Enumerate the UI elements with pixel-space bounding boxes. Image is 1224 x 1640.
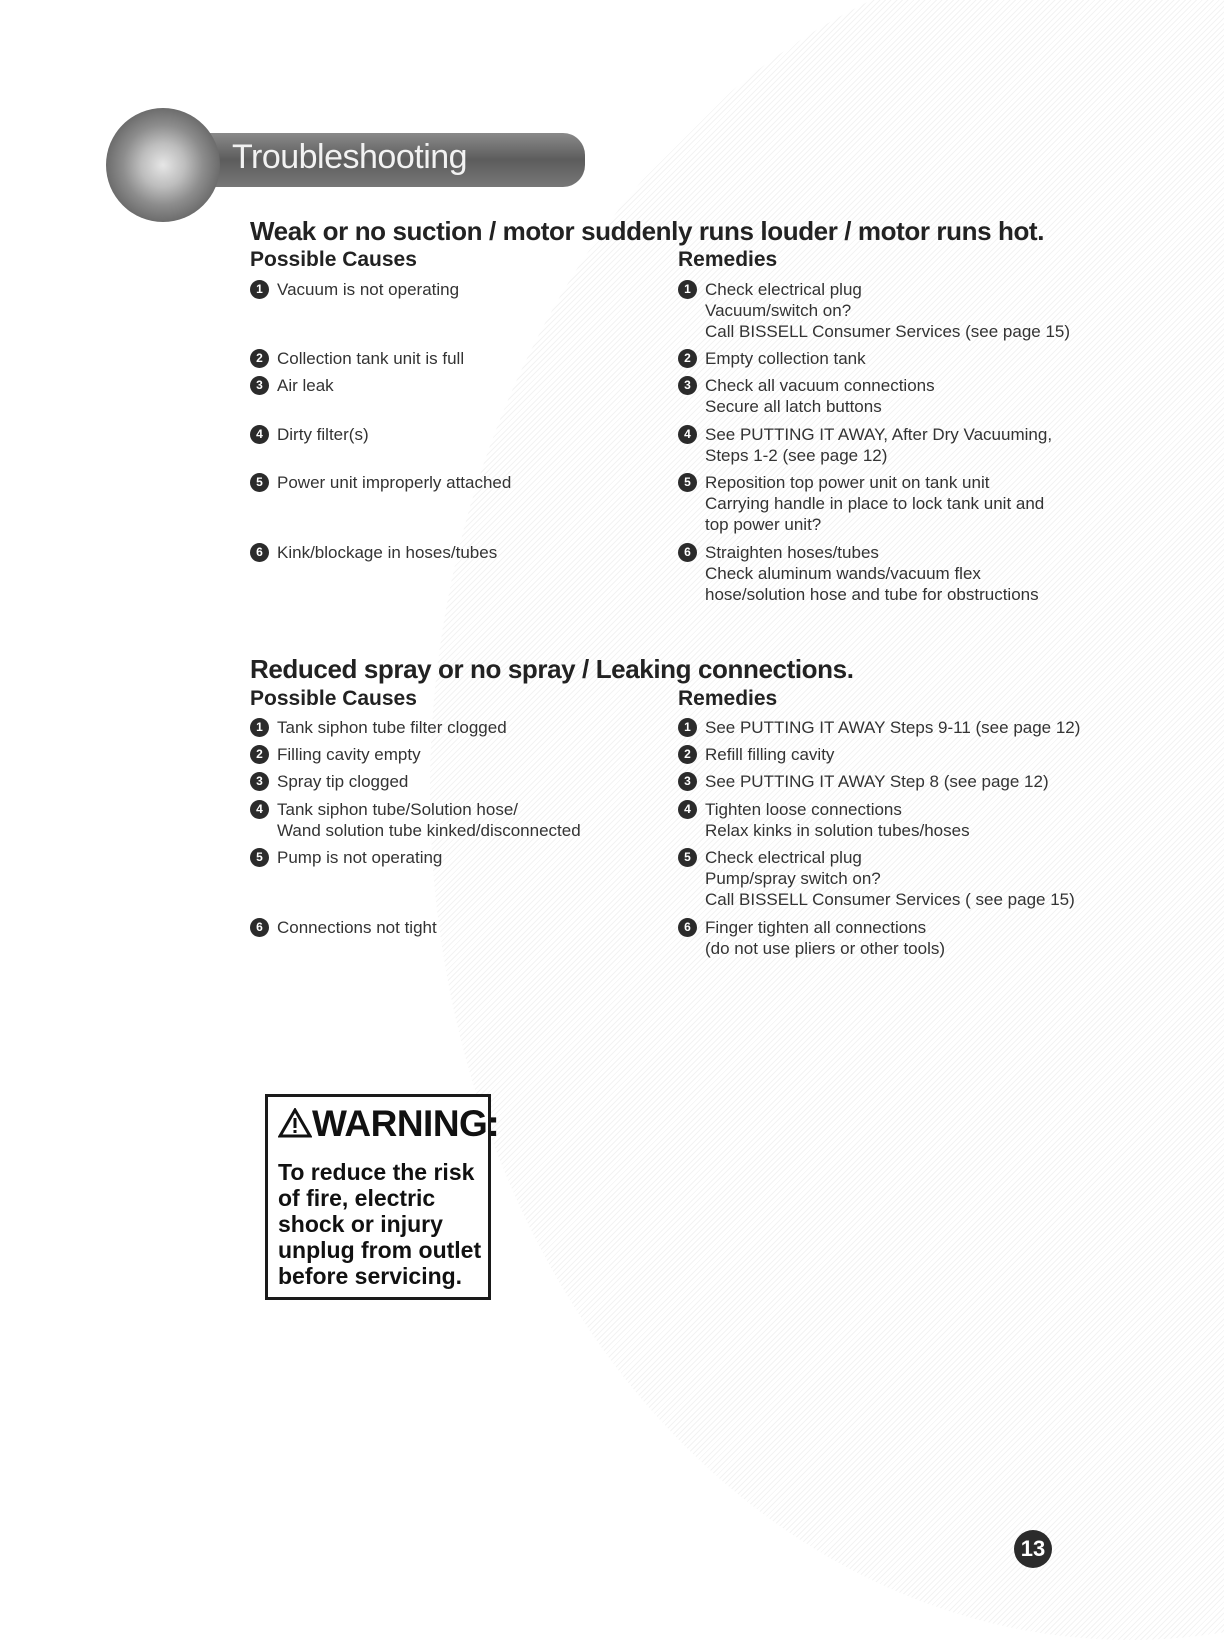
number-2-icon: 2 bbox=[678, 745, 697, 764]
cause-text: Tank siphon tube/Solution hose/ bbox=[277, 800, 519, 819]
section-2-causes-head: Possible Causes bbox=[250, 687, 417, 710]
section-2-remedies-head: Remedies bbox=[678, 687, 778, 710]
cause-text: Collection tank unit is full bbox=[277, 349, 465, 368]
cause-text: Connections not tight bbox=[277, 918, 437, 937]
section-2-cause-6 bbox=[250, 917, 710, 938]
remedy-text: Reposition top power unit on tank unit bbox=[705, 473, 990, 492]
section-1-cause-1 bbox=[250, 279, 710, 300]
remedy-text: Finger tighten all connections bbox=[705, 918, 927, 937]
remedy-text: Check electrical plug bbox=[705, 280, 862, 299]
remedy-text: Secure all latch buttons bbox=[705, 397, 882, 416]
remedy-text: See PUTTING IT AWAY Steps 9-11 (see page 12) bbox=[705, 718, 1081, 737]
cause-text: Kink/blockage in hoses/tubes bbox=[277, 543, 498, 562]
remedy-text: Check aluminum wands/vacuum flex bbox=[705, 564, 981, 583]
remedy-text: hose/solution hose and tube for obstructions bbox=[705, 585, 1039, 604]
remedy-text: Refill filling cavity bbox=[705, 745, 835, 764]
number-3-icon: 3 bbox=[678, 376, 697, 395]
cause-text: Power unit improperly attached bbox=[277, 473, 512, 492]
remedy-text: Relax kinks in solution tubes/hoses bbox=[705, 821, 970, 840]
section-1-remedy-5 bbox=[678, 472, 1138, 535]
section-1-causes-head: Possible Causes bbox=[250, 248, 417, 271]
remedy-text: Call BISSELL Consumer Services ( see page 15) bbox=[705, 890, 1075, 909]
remedy-text: Carrying handle in place to lock tank unit and bbox=[705, 494, 1045, 513]
banner-circle-icon bbox=[106, 108, 220, 222]
cause-text: Pump is not operating bbox=[277, 848, 443, 867]
remedy-text: Tighten loose connections bbox=[705, 800, 902, 819]
warning-heading bbox=[278, 1103, 499, 1145]
warning-title: WARNING: bbox=[312, 1103, 500, 1144]
number-1-icon: 1 bbox=[678, 280, 697, 299]
section-2-remedy-1 bbox=[678, 717, 1138, 738]
number-6-icon: 6 bbox=[678, 918, 697, 937]
number-2-icon: 2 bbox=[678, 349, 697, 368]
remedy-text: Steps 1-2 (see page 12) bbox=[705, 446, 888, 465]
warning-line: To reduce the risk bbox=[278, 1159, 475, 1185]
cause-text: Vacuum is not operating bbox=[277, 280, 460, 299]
page-title: Troubleshooting bbox=[232, 138, 468, 176]
remedy-text: Call BISSELL Consumer Services (see page 15) bbox=[705, 322, 1071, 341]
section-1-cause-6 bbox=[250, 542, 710, 563]
number-4-icon: 4 bbox=[678, 425, 697, 444]
section-2-cause-2 bbox=[250, 744, 710, 765]
number-6-icon: 6 bbox=[250, 918, 269, 937]
number-3-icon: 3 bbox=[250, 772, 269, 791]
section-2-cause-5 bbox=[250, 847, 710, 868]
section-2-remedy-5 bbox=[678, 847, 1138, 910]
section-1-remedies-head: Remedies bbox=[678, 248, 778, 271]
section-2-cause-4 bbox=[250, 799, 710, 841]
number-5-icon: 5 bbox=[678, 473, 697, 492]
section-1-cause-2 bbox=[250, 348, 710, 369]
cause-text: Spray tip clogged bbox=[277, 772, 409, 791]
number-1-icon: 1 bbox=[250, 718, 269, 737]
section-2-remedy-2 bbox=[678, 744, 1138, 765]
remedy-text: top power unit? bbox=[705, 515, 822, 534]
number-6-icon: 6 bbox=[250, 543, 269, 562]
cause-text: Tank siphon tube filter clogged bbox=[277, 718, 507, 737]
section-2-title: Reduced spray or no spray / Leaking connections. bbox=[250, 654, 854, 684]
cause-text: Wand solution tube kinked/disconnected bbox=[277, 821, 581, 840]
remedy-text: Empty collection tank bbox=[705, 349, 866, 368]
cause-text: Dirty filter(s) bbox=[277, 425, 369, 444]
number-5-icon: 5 bbox=[250, 848, 269, 867]
section-1-cause-5 bbox=[250, 472, 710, 493]
number-2-icon: 2 bbox=[250, 349, 269, 368]
number-4-icon: 4 bbox=[250, 800, 269, 819]
warning-line: shock or injury bbox=[278, 1211, 443, 1237]
remedy-text: See PUTTING IT AWAY Step 8 (see page 12) bbox=[705, 772, 1049, 791]
section-2-remedy-3 bbox=[678, 771, 1138, 792]
warning-line: before servicing. bbox=[278, 1263, 463, 1289]
number-3-icon: 3 bbox=[678, 772, 697, 791]
section-2-cause-3 bbox=[250, 771, 710, 792]
section-1-remedy-1 bbox=[678, 279, 1138, 342]
warning-message bbox=[278, 1159, 481, 1289]
section-1-remedy-3 bbox=[678, 375, 1138, 417]
section-2-remedy-4 bbox=[678, 799, 1138, 841]
warning-line: of fire, electric bbox=[278, 1185, 436, 1211]
remedy-text: (do not use pliers or other tools) bbox=[705, 939, 946, 958]
number-1-icon: 1 bbox=[678, 718, 697, 737]
number-4-icon: 4 bbox=[678, 800, 697, 819]
section-1-remedy-4 bbox=[678, 424, 1138, 466]
section-1-remedy-6 bbox=[678, 542, 1138, 605]
section-1-remedy-2 bbox=[678, 348, 1138, 369]
section-1-cause-4 bbox=[250, 424, 710, 445]
number-6-icon: 6 bbox=[678, 543, 697, 562]
remedy-text: Pump/spray switch on? bbox=[705, 869, 881, 888]
remedy-text: See PUTTING IT AWAY, After Dry Vacuuming, bbox=[705, 425, 1053, 444]
number-2-icon: 2 bbox=[250, 745, 269, 764]
number-4-icon: 4 bbox=[250, 425, 269, 444]
warning-box bbox=[265, 1094, 500, 1300]
warning-triangle-icon bbox=[278, 1108, 312, 1138]
section-1-title: Weak or no suction / motor suddenly runs louder / motor runs hot. bbox=[250, 216, 1045, 246]
remedy-text: Check electrical plug bbox=[705, 848, 862, 867]
cause-text: Air leak bbox=[277, 376, 334, 395]
section-2-cause-1 bbox=[250, 717, 710, 738]
remedy-text: Vacuum/switch on? bbox=[705, 301, 852, 320]
number-5-icon: 5 bbox=[250, 473, 269, 492]
remedy-text: Check all vacuum connections bbox=[705, 376, 935, 395]
number-1-icon: 1 bbox=[250, 280, 269, 299]
page-number: 13 bbox=[1014, 1530, 1052, 1568]
number-5-icon: 5 bbox=[678, 848, 697, 867]
section-2-remedy-6 bbox=[678, 917, 1138, 959]
warning-line: unplug from outlet bbox=[278, 1237, 482, 1263]
number-3-icon: 3 bbox=[250, 376, 269, 395]
section-1-cause-3 bbox=[250, 375, 710, 396]
cause-text: Filling cavity empty bbox=[277, 745, 421, 764]
remedy-text: Straighten hoses/tubes bbox=[705, 543, 879, 562]
